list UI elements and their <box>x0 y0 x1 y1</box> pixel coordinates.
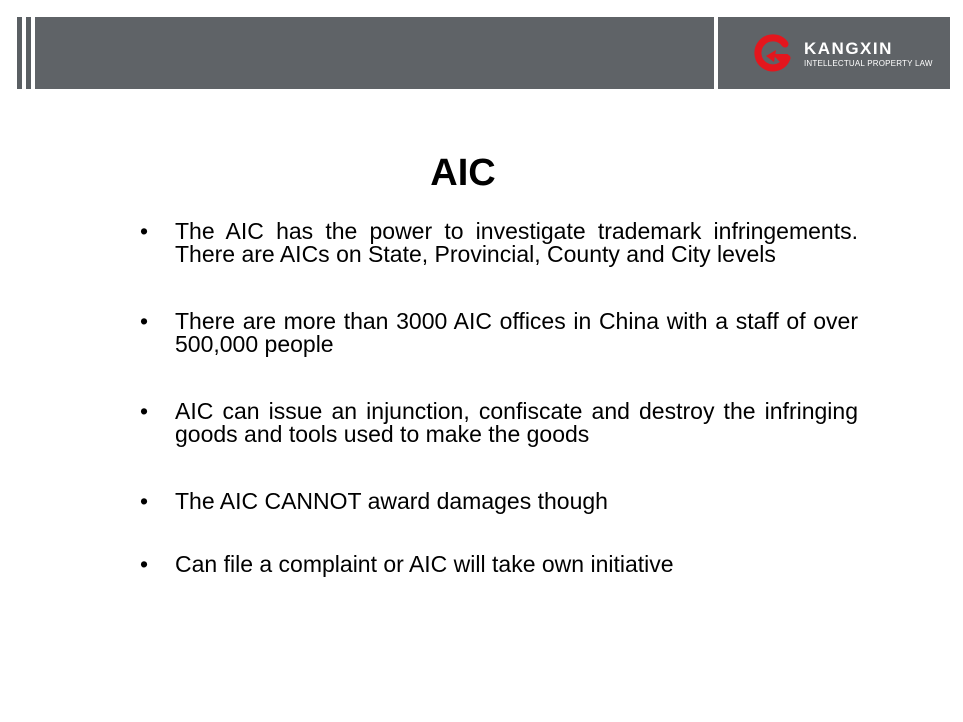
bullet-text: AIC can issue an injunction, confiscate and destroy the infringing goods and tools used to make the goods <box>175 398 858 447</box>
bullet-item <box>140 490 858 513</box>
kangxin-logo-icon <box>752 34 792 74</box>
header-accent-bar-left <box>17 17 22 89</box>
bullet-marker: • <box>140 488 149 514</box>
bullet-text: Can file a complaint or AIC will take own initiative <box>175 551 674 577</box>
bullet-item <box>140 310 858 356</box>
header-accent-bar-right <box>26 17 31 89</box>
bullet-item <box>140 553 858 576</box>
logo-name: KANGXIN <box>804 39 893 58</box>
bullet-marker: • <box>140 398 149 424</box>
logo-tagline: INTELLECTUAL PROPERTY LAW <box>804 59 933 68</box>
bullet-item <box>140 220 858 266</box>
bullet-list <box>140 220 858 576</box>
bullet-item <box>140 400 858 446</box>
bullet-marker: • <box>140 218 149 244</box>
slide-title: AIC <box>430 152 496 194</box>
bullet-marker: • <box>140 308 149 334</box>
header-band <box>35 17 714 89</box>
bullet-text: The AIC CANNOT award damages though <box>175 488 608 514</box>
bullet-text: The AIC has the power to investigate trademark infringements. There are AICs on State, Provincial, County and City levels <box>175 218 858 267</box>
bullet-marker: • <box>140 551 149 577</box>
bullet-text: There are more than 3000 AIC offices in China with a staff of over 500,000 people <box>175 308 858 357</box>
